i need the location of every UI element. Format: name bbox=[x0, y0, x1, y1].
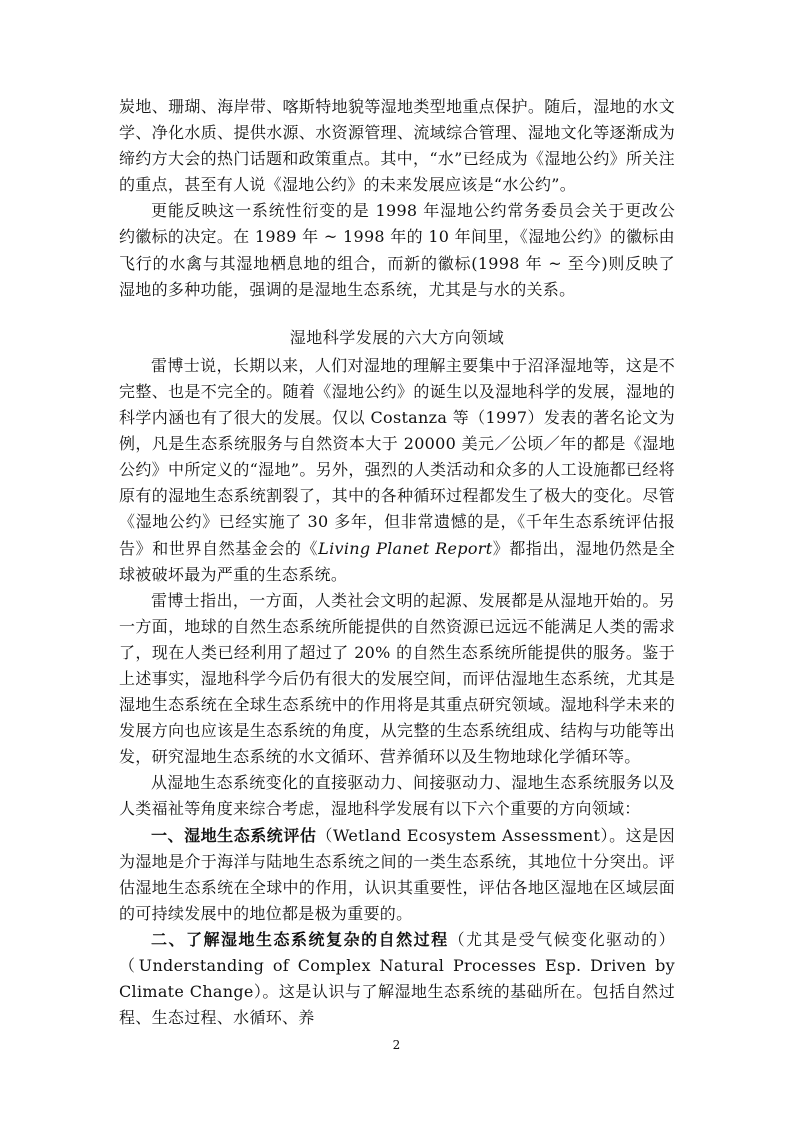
body-text bbox=[119, 94, 675, 1031]
direction-2-title: 二、了解湿地生态系统复杂的自然过程 bbox=[151, 929, 449, 949]
page-number: 2 bbox=[392, 1038, 401, 1052]
paragraph-3-text-a: 雷博士说，长期以来，人们对湿地的理解主要集中于沼泽湿地等，这是不完整、也是不完全的。随着《湿地公约》的诞生以及湿地科学的发展，湿地的科学内涵也有了很大的发展。仅以 Costanza 等（1997）发表的著名论文为例，凡是生态系统服务与自然资本大于 20000 美元／公顷／年的都是《湿地公约》中所定义的“湿地”。另外，强烈的人类活动和众多的人工设施都已经将原有的湿地生态系统割裂了，其中的各种循环过程都发生了极大的变化。尽管《湿地公约》已经实施了 30 多年，但非常遗憾的是，《千年生态系统评估报告》和世界自然基金会的《 bbox=[119, 355, 675, 558]
paragraph-3-italic-title: Living Planet Report bbox=[318, 538, 493, 558]
paragraph-2: 更能反映这一系统性衍变的是 1998 年湿地公约常务委员会关于更改公约徽标的决定。在 1989 年 ~ 1998 年的 10 年间里，《湿地公约》的徽标由飞行的水禽与其湿地栖息地的组合，而新的徽标(1998 年 ~ 至今)则反映了湿地的多种功能，强调的是湿地生态系统，尤其是与水的关系。 bbox=[119, 201, 675, 299]
paragraph-5: 从湿地生态系统变化的直接驱动力、间接驱动力、湿地生态系统服务以及人类福祉等角度来综合考虑，湿地科学发展有以下六个重要的方向领域： bbox=[119, 773, 675, 819]
direction-1-text: （Wetland Ecosystem Assessment）。这是因为湿地是介于海洋与陆地生态系统之间的一类生态系统，其地位十分突出。评估湿地生态系统在全球中的作用，认识其重要性，评估各地区湿地在区域层面的可持续发展中的地位都是极为重要的。 bbox=[119, 825, 675, 923]
paragraph-3-text-b: 》都指出，湿地仍然是全球被破坏最为严重的生态系统。 bbox=[119, 538, 675, 584]
paragraph-3 bbox=[119, 353, 675, 588]
paragraph-6 bbox=[119, 823, 675, 927]
paragraph-1: 炭地、珊瑚、海岸带、喀斯特地貌等湿地类型地重点保护。随后，湿地的水文学、净化水质、提供水源、水资源管理、流域综合管理、湿地文化等逐渐成为缔约方大会的热门话题和政策重点。其中，“水”已经成为《湿地公约》所关注的重点，甚至有人说《湿地公约》的未来发展应该是“水公约”。 bbox=[119, 97, 675, 195]
paragraph-7 bbox=[119, 927, 675, 1031]
paragraph-4: 雷博士指出，一方面，人类社会文明的起源、发展都是从湿地开始的。另一方面，地球的自然生态系统所能提供的自然资源已远远不能满足人类的需求了，现在人类已经利用了超过了 20% 的自然生态系统所能提供的服务。鉴于上述事实，湿地科学今后仍有很大的发展空间，而评估湿地生态系统，尤其是湿地生态系统在全球生态系统中的作用将是其重点研究领域。湿地科学未来的发展方向也应该是生态系统的角度，从完整的生态系统组成、结构与功能等出发，研究湿地生态系统的水文循环、营养循环以及生物地球化学循环等。 bbox=[119, 590, 675, 767]
direction-1-title: 一、湿地生态系统评估 bbox=[151, 825, 317, 845]
direction-2-text: （尤其是受气候变化驱动的）（Understanding of Complex Natural Processes Esp. Driven by Climate Change）。这是认识与了解湿地生态系统的基础所在。包括自然过程、生态过程、水循环、养 bbox=[119, 929, 675, 1028]
section-heading: 湿地科学发展的六大方向领域 bbox=[289, 327, 505, 347]
